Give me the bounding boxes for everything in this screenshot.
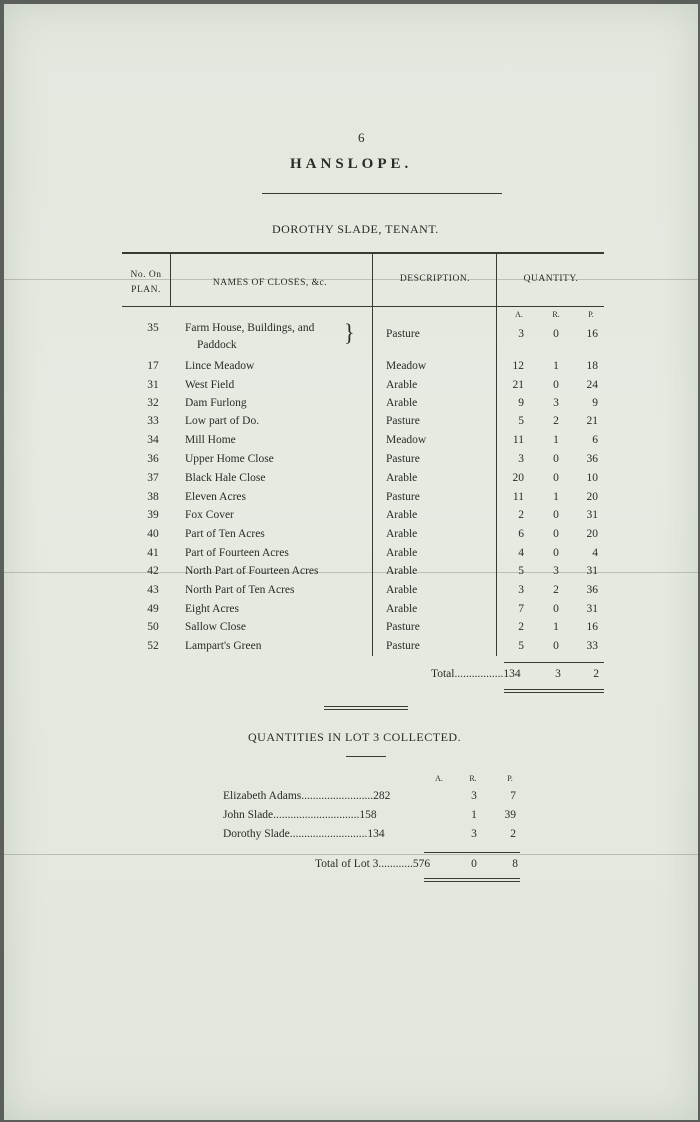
summary-roods-cell: 3 [471,828,477,840]
roods-cell: 3 [553,565,559,577]
page-number: 6 [358,130,365,145]
perches-cell: 20 [586,528,598,540]
roods-cell: 1 [553,360,559,372]
perches-cell: 9 [592,397,598,409]
plan-number-cell: 43 [147,584,159,596]
acres-cell: 3 [518,328,524,340]
plan-number-cell: 41 [147,547,159,559]
roods-cell: 1 [553,621,559,633]
summary-title-rule [346,756,386,757]
perches-cell: 33 [586,640,598,652]
perches-cell: 10 [586,472,598,484]
close-name-cell: Black Hale Close [185,472,266,484]
column-divider [496,254,497,656]
header-description: DESCRIPTION. [399,274,471,284]
plan-number-cell: 52 [147,640,159,652]
roods-cell: 0 [553,528,559,540]
perches-cell: 31 [586,509,598,521]
close-name-cell: Low part of Do. [185,415,260,427]
close-name-cell: Mill Home [185,434,236,446]
description-cell: Pasture [386,640,420,652]
description-cell: Arable [386,509,418,521]
perches-cell: 16 [586,328,598,340]
acres-cell: 12 [512,360,524,372]
perches-cell: 31 [586,565,598,577]
close-name-cell: Sallow Close [185,621,247,633]
summary-double-rule [424,881,520,882]
close-name-cell: Eleven Acres [185,491,246,503]
total-double-rule [504,689,604,690]
perches-cell: 18 [586,360,598,372]
table-header-rule [122,306,604,307]
roods-cell: 1 [553,491,559,503]
perches-cell: 21 [586,415,598,427]
description-cell: Arable [386,565,418,577]
close-name-cell: Part of Ten Acres [185,528,265,540]
acres-cell: 11 [512,491,524,503]
subheader-acres: A. [515,310,523,319]
header-names: NAMES OF CLOSES, &c. [212,278,328,288]
section-rule [324,706,408,707]
plan-number-cell: 33 [147,415,159,427]
description-cell: Meadow [386,434,427,446]
acres-cell: 2 [518,621,524,633]
roods-cell: 3 [553,397,559,409]
plan-number-cell: 49 [147,603,159,615]
description-cell: Arable [386,528,418,540]
summary-subheader-acres: A. [435,774,443,783]
perches-cell: 24 [586,379,598,391]
close-name-cell: Lince Meadow [185,360,255,372]
plan-number-cell: 34 [147,434,159,446]
description-cell: Pasture [386,328,420,340]
roods-cell: 0 [553,379,559,391]
close-name-cell: Fox Cover [185,509,234,521]
roods-cell: 0 [553,453,559,465]
summary-subheader-roods: R. [469,774,477,783]
acres-cell: 5 [518,415,524,427]
description-cell: Pasture [386,491,420,503]
description-cell: Pasture [386,453,420,465]
summary-name-cell: John Slade..............................158 [223,809,377,821]
roods-cell: 0 [553,640,559,652]
fold-crease [4,854,698,855]
acres-cell: 21 [512,379,524,391]
summary-roods-cell: 3 [471,790,477,802]
roods-cell: 0 [553,509,559,521]
table-top-rule [122,252,604,254]
roods-cell: 0 [553,328,559,340]
description-cell: Arable [386,379,418,391]
summary-title: QUANTITIES IN LOT 3 COLLECTED. [248,730,462,744]
roods-cell: 0 [553,603,559,615]
section-rule [324,709,408,710]
summary-total-perches: 8 [512,858,518,870]
document-page [4,4,698,1120]
page-title: HANSLOPE. [290,156,413,172]
acres-cell: 7 [518,603,524,615]
description-cell: Arable [386,603,418,615]
summary-total-label: Total of Lot 3............576 [315,858,431,870]
summary-perches-cell: 39 [504,809,516,821]
summary-double-rule [424,878,520,879]
acres-cell: 5 [518,640,524,652]
close-name-cell: Lampart's Green [185,640,262,652]
roods-cell: 0 [553,547,559,559]
acres-cell: 20 [512,472,524,484]
perches-cell: 36 [586,584,598,596]
header-plan: No. On PLAN. [130,270,162,295]
acres-cell: 6 [518,528,524,540]
close-name-continuation: Paddock [197,339,237,351]
perches-cell: 36 [586,453,598,465]
close-name-cell: Farm House, Buildings, and [185,322,315,334]
close-name-cell: North Part of Ten Acres [185,584,295,596]
close-name-cell: North Part of Fourteen Acres [185,565,319,577]
acres-cell: 3 [518,453,524,465]
subheader-roods: R. [552,310,560,319]
description-cell: Pasture [386,415,420,427]
description-cell: Pasture [386,621,420,633]
summary-subheader-perches: P. [507,774,513,783]
summary-total-roods: 0 [471,858,477,870]
plan-number-cell: 40 [147,528,159,540]
close-name-cell: Dam Furlong [185,397,247,409]
summary-name-cell: Dorothy Slade...........................134 [223,828,385,840]
acres-cell: 11 [512,434,524,446]
perches-cell: 31 [586,603,598,615]
description-cell: Meadow [386,360,427,372]
subheader-perches: P. [588,310,594,319]
acres-cell: 5 [518,565,524,577]
column-divider [372,254,373,656]
plan-number-cell: 38 [147,491,159,503]
description-cell: Arable [386,584,418,596]
plan-number-cell: 50 [147,621,159,633]
total-roods: 3 [555,668,561,680]
acres-cell: 3 [518,584,524,596]
header-quantity: QUANTITY. [523,274,579,284]
total-rule [504,662,604,663]
tenant-heading: DOROTHY SLADE, TENANT. [272,222,439,236]
description-cell: Arable [386,472,418,484]
brace-mark: } [344,318,355,347]
close-name-cell: West Field [185,379,235,391]
summary-roods-cell: 1 [471,809,477,821]
summary-perches-cell: 2 [510,828,516,840]
roods-cell: 2 [553,584,559,596]
summary-name-cell: Elizabeth Adams.........................282 [223,790,391,802]
description-cell: Arable [386,397,418,409]
close-name-cell: Upper Home Close [185,453,274,465]
plan-number-cell: 37 [147,472,159,484]
plan-number-cell: 31 [147,379,159,391]
roods-cell: 1 [553,434,559,446]
plan-number-cell: 42 [147,565,159,577]
description-cell: Arable [386,547,418,559]
title-rule [262,193,502,194]
acres-cell: 2 [518,509,524,521]
roods-cell: 2 [553,415,559,427]
perches-cell: 20 [586,491,598,503]
summary-perches-cell: 7 [510,790,516,802]
roods-cell: 0 [553,472,559,484]
plan-number-cell: 17 [147,360,159,372]
close-name-cell: Eight Acres [185,603,239,615]
total-double-rule [504,692,604,693]
perches-cell: 4 [592,547,598,559]
plan-number-cell: 36 [147,453,159,465]
close-name-cell: Part of Fourteen Acres [185,547,289,559]
summary-total-rule [424,852,520,853]
perches-cell: 6 [592,434,598,446]
acres-cell: 9 [518,397,524,409]
plan-number-cell: 32 [147,397,159,409]
total-perches: 2 [593,668,599,680]
plan-number-cell: 39 [147,509,159,521]
total-label: Total.................134 [431,668,521,680]
perches-cell: 16 [586,621,598,633]
plan-number-cell: 35 [147,322,159,334]
acres-cell: 4 [518,547,524,559]
